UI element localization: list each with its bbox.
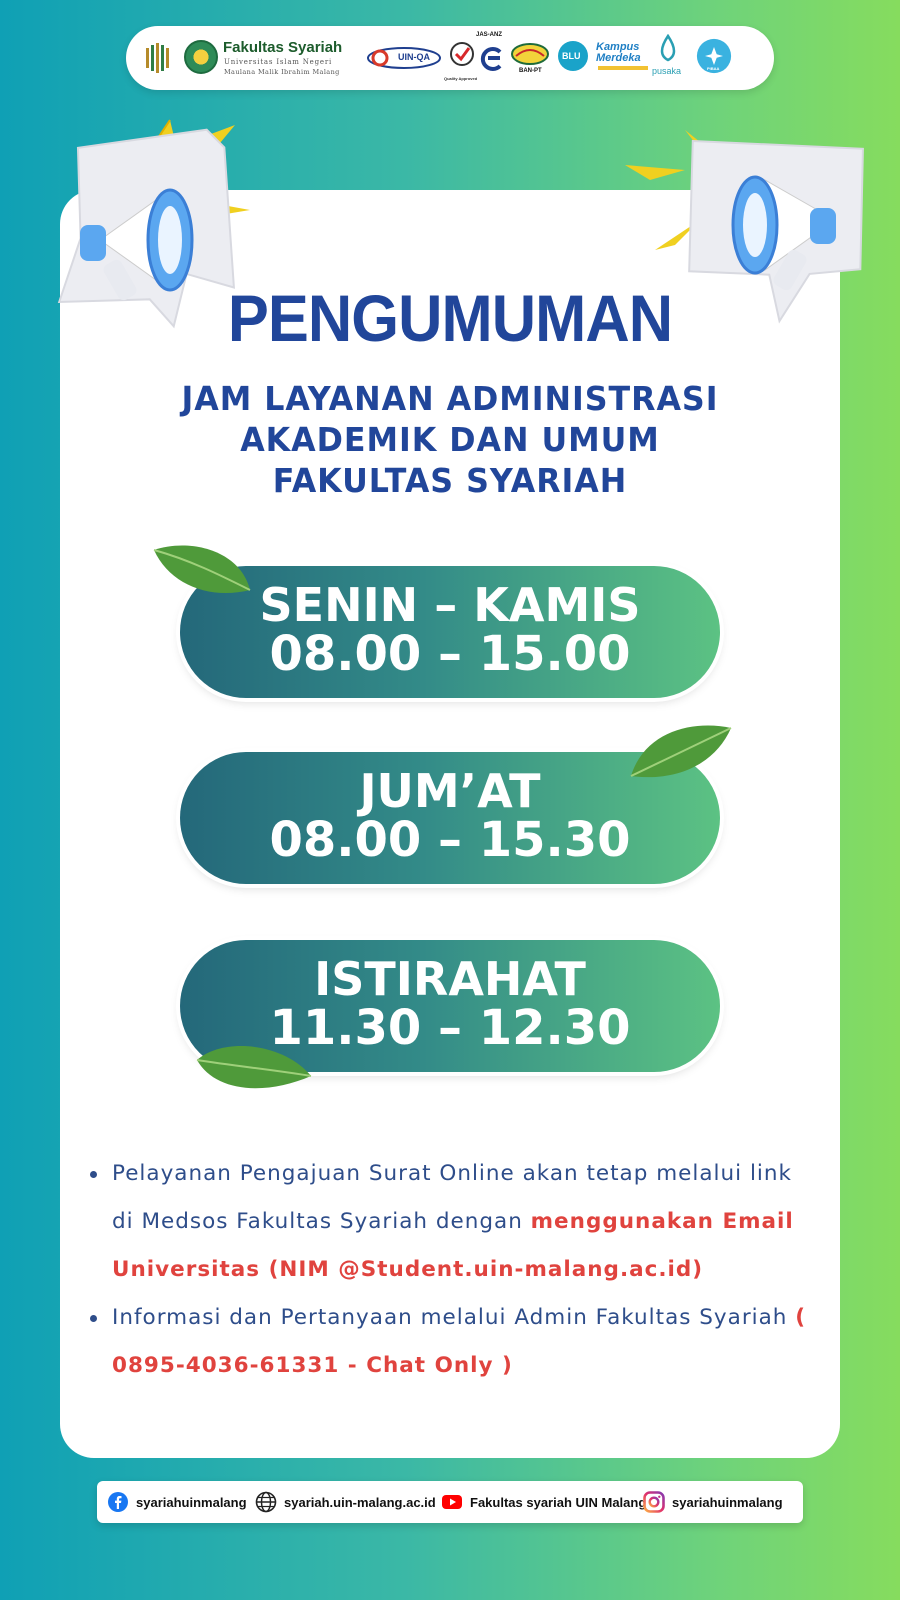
announcement-subtitle [18, 378, 882, 501]
note-item-admin-contact [90, 1294, 810, 1390]
facebook-icon [107, 1491, 129, 1513]
schedule-time: 11.30 – 12.30 [269, 1000, 631, 1056]
pusaka-label: pusaka [652, 66, 682, 76]
youtube-icon [441, 1491, 463, 1513]
kampus-merdeka-underline [598, 66, 648, 70]
pibaa-label: PIBAA [707, 66, 720, 71]
instagram-handle: syariahuinmalang [672, 1494, 783, 1510]
website-url: syariah.uin-malang.ac.id [284, 1494, 436, 1510]
note-text: Informasi dan Pertanyaan melalui Admin Fakultas Syariah [112, 1305, 796, 1330]
footer-facebook[interactable] [107, 1481, 247, 1523]
kampus-merdeka-logo: Kampus Merdeka [596, 41, 641, 64]
notes-list [90, 1150, 810, 1390]
note-highlight: ( 0895-4036-61331 - Chat Only ) [112, 1305, 807, 1378]
footer-instagram[interactable] [643, 1481, 783, 1523]
subtitle-line-2: AKADEMIK DAN UMUM [240, 420, 660, 459]
quality-approved-label: Quality Approved [444, 76, 478, 81]
jas-anz-logo-icon [478, 40, 506, 76]
leaf-icon [150, 540, 260, 610]
schedule-day-label: ISTIRAHAT [314, 952, 586, 1006]
pusaka-logo-icon [654, 34, 682, 70]
subtitle-line-1: JAM LAYANAN ADMINISTRASI [181, 379, 719, 418]
schedule-time: 08.00 – 15.00 [269, 626, 631, 682]
social-footer [97, 1481, 803, 1523]
schedule-day-label: SENIN – KAMIS [259, 578, 641, 632]
announcement-title: PENGUMUMAN [227, 281, 673, 355]
facebook-handle: syariahuinmalang [136, 1494, 247, 1510]
blu-label: BLU [562, 51, 581, 61]
ban-pt-label: BAN-PT [519, 68, 542, 74]
university-name-line2: Maulana Malik Ibrahim Malang [224, 68, 340, 76]
schedule-time: 08.00 – 15.30 [269, 812, 631, 868]
faculty-name: Fakultas Syariah [223, 39, 343, 56]
footer-website[interactable] [255, 1481, 436, 1523]
note-text: Pelayanan Pengajuan Surat Online akan tetap melalui link di Medsos Fakultas Syariah dengan [112, 1161, 792, 1234]
uin-qa-logo-label: UIN-QA [398, 52, 430, 62]
schedule-pill-mon-thu [180, 566, 720, 698]
university-name-line1: Universitas Islam Negeri [224, 58, 333, 66]
jas-anz-label: JAS-ANZ [476, 32, 503, 38]
uin-logo-icon [144, 42, 172, 74]
note-item-online-letter [90, 1150, 810, 1294]
subtitle-line-3: FAKULTAS SYARIAH [272, 461, 628, 500]
youtube-channel: Fakultas syariah UIN Malang [470, 1494, 647, 1510]
schedule-day-label: JUM’AT [359, 764, 541, 818]
faculty-seal-icon [184, 40, 218, 74]
quality-approved-logo-icon [448, 40, 476, 76]
note-highlight: menggunakan Email Universitas (NIM @Student.uin-malang.ac.id) [112, 1209, 794, 1282]
header-logo-bar [126, 26, 774, 90]
globe-icon [255, 1491, 277, 1513]
instagram-icon [643, 1491, 665, 1513]
leaf-icon [195, 1040, 315, 1100]
leaf-icon [625, 720, 735, 790]
footer-youtube[interactable] [441, 1481, 646, 1523]
